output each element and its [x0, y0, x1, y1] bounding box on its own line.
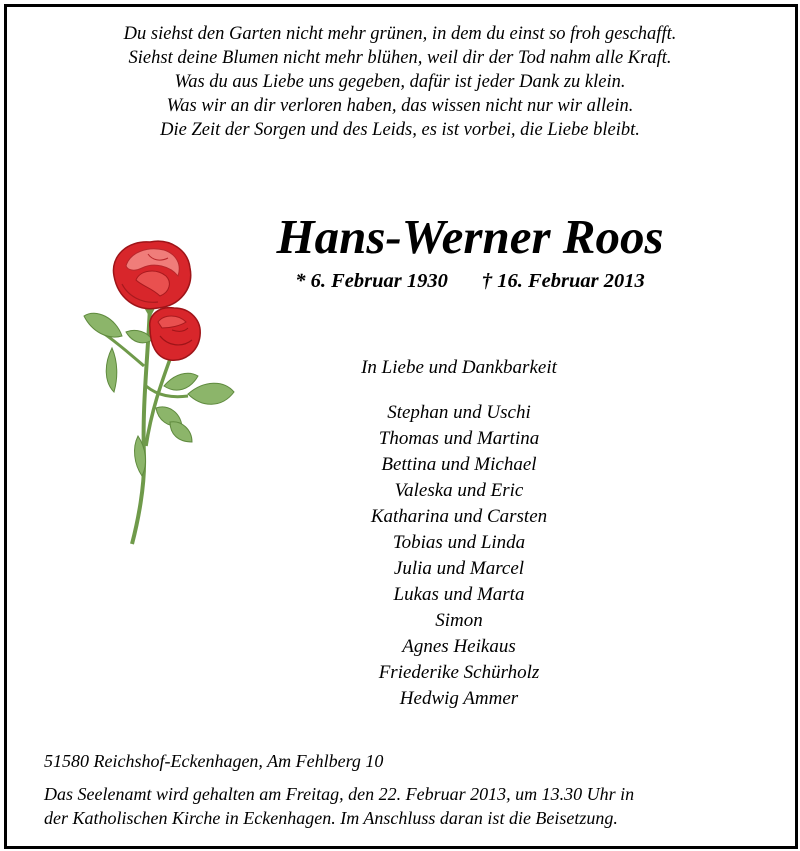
- poem-line: Siehst deine Blumen nicht mehr blühen, weil dir der Tod nahm alle Kraft.: [128, 48, 672, 68]
- poem-line: Was wir an dir verloren haben, das wissen nicht nur wir allein.: [166, 96, 634, 116]
- list-item: Stephan und Uschi: [387, 402, 531, 423]
- thanks-line: In Liebe und Dankbarkeit: [361, 357, 557, 378]
- red-rose-icon: [78, 236, 238, 548]
- poem-line: Was du aus Liebe uns gegeben, dafür ist jeder Dank zu klein.: [174, 72, 626, 92]
- list-item: Katharina und Carsten: [370, 506, 548, 527]
- birth-date: * 6. Februar 1930: [295, 270, 448, 292]
- address: 51580 Reichshof-Eckenhagen, Am Fehlberg 10: [44, 751, 384, 771]
- deceased-name: Hans-Werner Roos: [276, 209, 664, 264]
- list-item: Hedwig Ammer: [399, 688, 519, 709]
- death-date: † 16. Februar 2013: [481, 270, 645, 292]
- service-line: der Katholischen Kirche in Eckenhagen. Im Anschluss daran ist die Beisetzung.: [44, 808, 618, 828]
- poem: [0, 22, 800, 142]
- poem-line: Du siehst den Garten nicht mehr grünen, in dem du einst so froh geschafft.: [123, 24, 677, 44]
- list-item: Tobias und Linda: [392, 532, 526, 553]
- life-dates: [240, 268, 700, 294]
- list-item: Friederike Schürholz: [378, 662, 540, 683]
- list-item: Valeska und Eric: [394, 480, 524, 501]
- service-line: Das Seelenamt wird gehalten am Freitag, den 22. Februar 2013, um 13.30 Uhr in: [44, 784, 635, 804]
- list-item: Simon: [435, 610, 483, 631]
- list-item: Agnes Heikaus: [402, 636, 516, 657]
- poem-line: Die Zeit der Sorgen und des Leids, es ist vorbei, die Liebe bleibt.: [160, 120, 640, 140]
- list-item: Bettina und Michael: [381, 454, 537, 475]
- family-list: [259, 400, 659, 712]
- list-item: Thomas und Martina: [378, 428, 540, 449]
- list-item: Lukas und Marta: [393, 584, 525, 605]
- list-item: Julia und Marcel: [393, 558, 525, 579]
- service-notice: [44, 782, 634, 830]
